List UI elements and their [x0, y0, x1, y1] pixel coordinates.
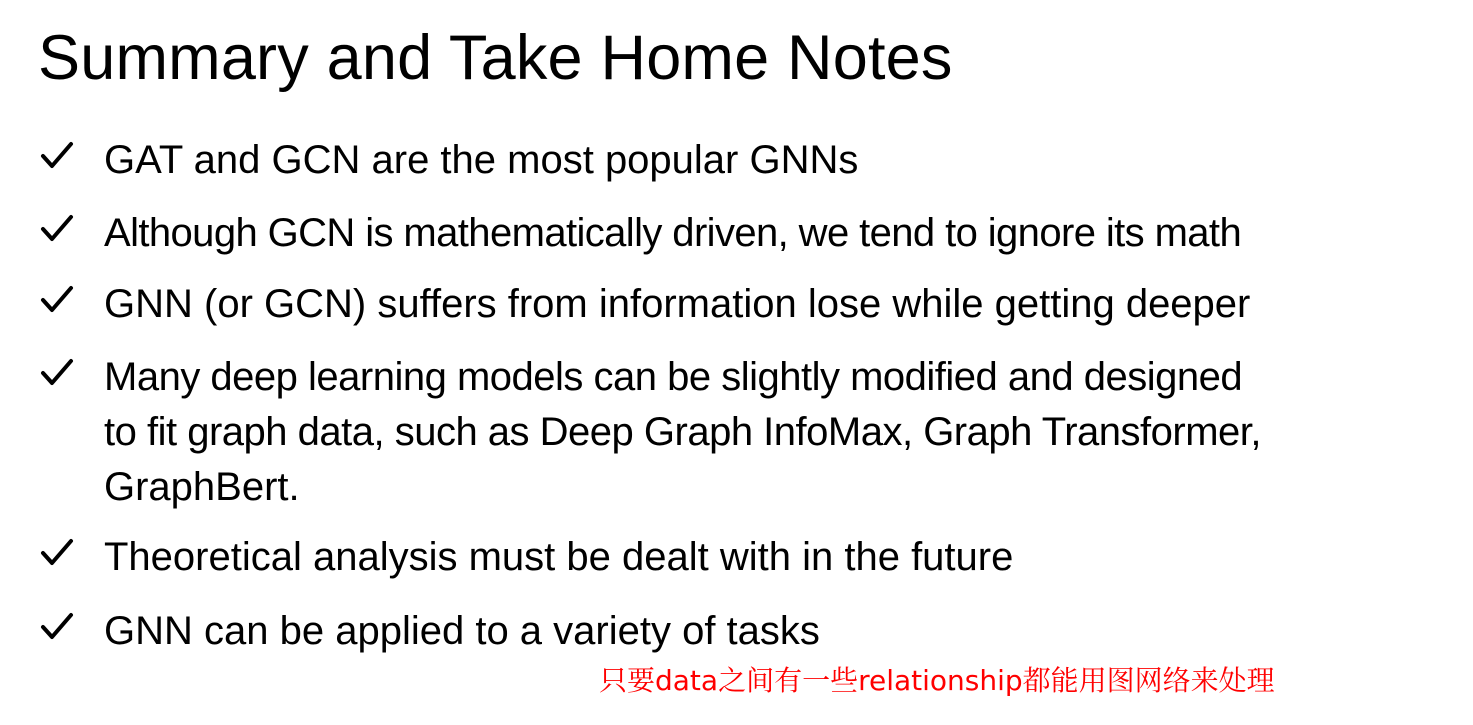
check-icon [40, 283, 74, 317]
bullet-text [104, 277, 1470, 332]
check-icon [40, 356, 74, 390]
slide-title: Summary and Take Home Notes [38, 23, 953, 93]
bullet-line: GNN can be applied to a variety of tasks [104, 609, 820, 653]
bullet-line: GAT and GCN are the most popular GNNs [104, 138, 859, 182]
check-icon [40, 610, 74, 644]
bullet-text [104, 350, 1470, 515]
bullet-line: to fit graph data, such as Deep Graph InfoMax, Graph Transformer, [104, 410, 1261, 454]
bullet-line: Many deep learning models can be slightly modified and designed [104, 355, 1243, 399]
bullet-line: GNN (or GCN) suffers from information lose while getting deeper [104, 282, 1251, 326]
bullet-line: GraphBert. [104, 465, 300, 509]
check-icon [40, 212, 74, 246]
check-icon [40, 536, 74, 570]
check-icon [40, 139, 74, 173]
bullet-text [104, 206, 1470, 261]
bullet-text [104, 530, 1470, 585]
handwritten-annotation: 只要data之间有一些relationship都能用图网络来处理 [599, 664, 1275, 697]
bullet-text [104, 133, 1470, 188]
bullet-line: Theoretical analysis must be dealt with in the future [104, 535, 1014, 579]
bullet-line: Although GCN is mathematically driven, we tend to ignore its math [104, 211, 1242, 255]
bullet-text [104, 604, 1470, 659]
